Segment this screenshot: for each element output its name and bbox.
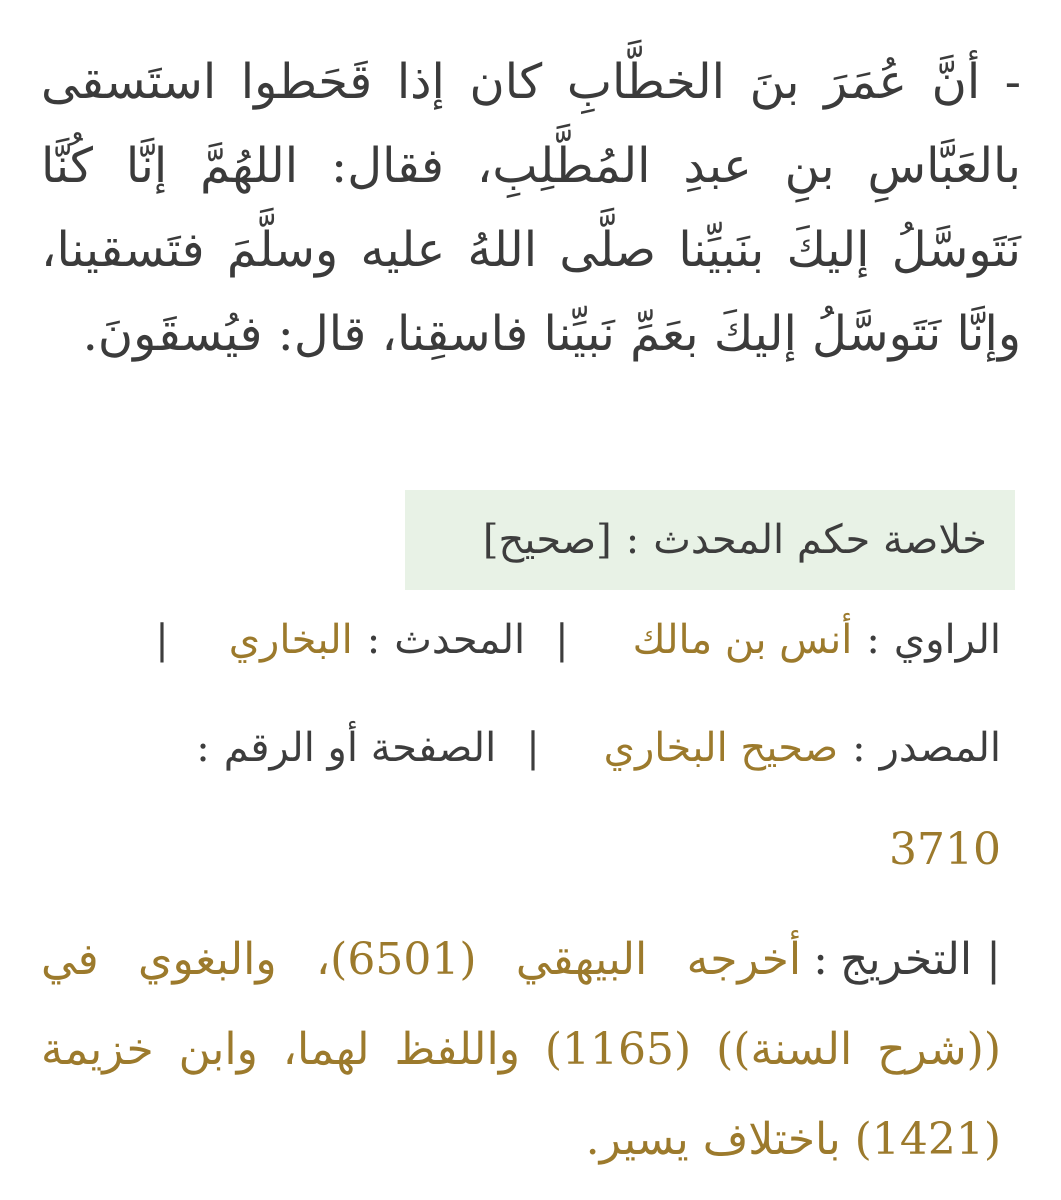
ruling-label: خلاصة حكم المحدث (653, 517, 987, 563)
page-number-label: الصفحة أو الرقم (223, 725, 497, 771)
divider: | (986, 934, 1001, 985)
source-separator: : (852, 725, 866, 771)
divider: | (155, 617, 169, 663)
narrator-separator: : (866, 617, 880, 663)
takhrij-label: التخريج (839, 934, 973, 985)
muhaddith-label: المحدث (394, 617, 526, 663)
narrator-row (41, 610, 1001, 670)
source-label: المصدر (879, 725, 1001, 771)
source-row (41, 718, 1001, 778)
page-number-value: 3710 (889, 824, 1001, 875)
ruling-value: [صحيح] (482, 517, 612, 563)
takhrij-value: أخرجه البيهقي (6501)، والبغوي في ((شرح السنة)) (1165) واللفظ لهما، وابن خزيمة (1421) باختلاف يسير. (41, 934, 1001, 1165)
ruling-separator: : (625, 517, 640, 563)
narrator-label: الراوي (893, 617, 1001, 663)
hadith-text: - أنَّ عُمَرَ بنَ الخطَّابِ كان إذا قَحَطوا استَسقى بالعَبَّاسِ بنِ عبدِ المُطَّلِبِ، فقال: اللهُمَّ إنَّا كُنَّا نَتَوسَّلُ إليكَ بنَبيِّنا صلَّى اللهُ عليه وسلَّمَ فتَسقينا، وإنَّا نَتَوسَّلُ إليكَ بعَمِّ نَبيِّنا فاسقِنا، قال: فيُسقَونَ. (41, 54, 1021, 362)
divider: | (526, 725, 540, 771)
narrator-value[interactable]: أنس بن مالك (632, 617, 853, 663)
takhrij-separator: : (813, 934, 828, 985)
source-value[interactable]: صحيح البخاري (603, 725, 839, 771)
divider: | (555, 617, 569, 663)
takhrij (41, 915, 1001, 1185)
ruling-box (405, 490, 1015, 590)
page-number-separator: : (196, 725, 210, 771)
muhaddith-value[interactable]: البخاري (228, 617, 353, 663)
muhaddith-separator: : (366, 617, 381, 663)
